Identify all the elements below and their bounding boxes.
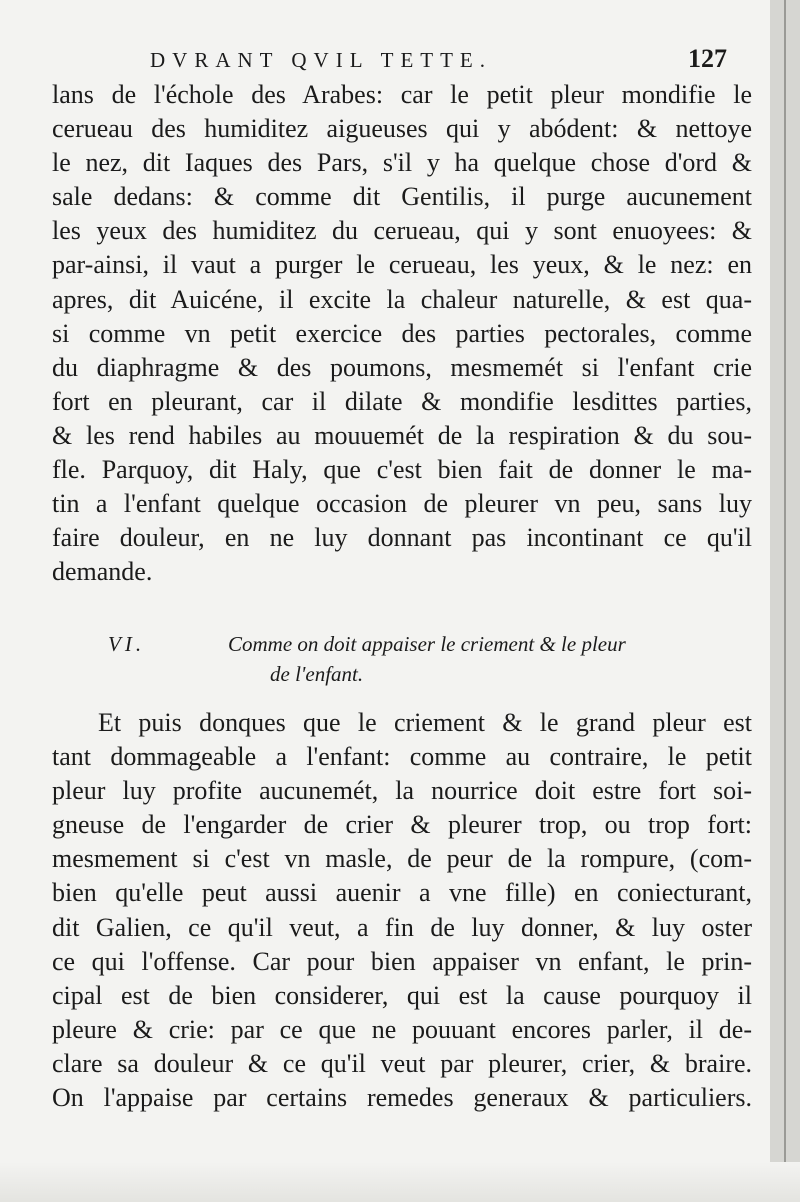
running-head	[150, 44, 750, 80]
text-line: mesmement si c'est vn masle, de peur de la rompure, (com-	[52, 844, 752, 874]
text-line: lans de l'échole des Arabes: car le petit pleur mondifie le	[52, 80, 752, 109]
text-line: si comme vn petit exercice des parties pectorales, comme	[52, 318, 752, 348]
text-line: demande.	[52, 557, 153, 587]
text-line: par-ainsi, il vaut a purger le cerueau, les yeux, & le nez: en	[52, 250, 752, 280]
text-line: tin a l'enfant quelque occasion de pleurer vn peu, sans luy	[52, 489, 752, 519]
body-text-after	[52, 706, 752, 1115]
text-line: Et puis donques que le criement & le grand pleur est	[98, 708, 752, 737]
page-fold-line	[784, 0, 786, 1202]
text-line: dit Galien, ce qu'il veut, a fin de luy donner, & luy oster	[52, 912, 752, 942]
text-line: apres, dit Auicéne, il excite la chaleur naturelle, & est qua-	[52, 284, 752, 314]
text-line: les yeux des humiditez du cerueau, qui y sont enuoyees: &	[52, 216, 752, 246]
page-bottom-shadow	[0, 1162, 800, 1202]
text-line: le nez, dit Iaques des Pars, s'il y ha quelque chose d'ord &	[52, 148, 752, 178]
text-line: sale dedans: & comme dit Gentilis, il purge aucunement	[52, 182, 752, 212]
text-line: On l'appaise par certains remedes generaux & particuliers.	[52, 1083, 752, 1113]
text-line: & les rend habiles au mouuemét de la respiration & du sou-	[52, 420, 752, 450]
text-line: fort en pleurant, car il dilate & mondifie lesdittes parties,	[52, 386, 752, 416]
text-line: pleure & crie: par ce que ne pouuant encores parler, il de-	[52, 1014, 752, 1044]
section-number: VI.	[108, 632, 146, 656]
text-line: pleur luy profite aucunemét, la nourrice doit estre fort soi-	[52, 776, 752, 806]
section-title-line-2: de l'enfant.	[270, 662, 364, 686]
text-line: faire douleur, en ne luy donnant pas incontinant ce qu'il	[52, 523, 752, 553]
section-title-line-1: Comme on doit appaiser le criement & le pleur	[228, 632, 626, 656]
text-line: tant dommageable a l'enfant: comme au contraire, le petit	[52, 742, 752, 772]
text-line: clare sa douleur & ce qu'il veut par pleurer, crier, & braire.	[52, 1048, 752, 1078]
text-line: gneuse de l'engarder de crier & pleurer trop, ou trop fort:	[52, 810, 752, 840]
page-number: 127	[688, 44, 727, 73]
text-line: bien qu'elle peut aussi auenir a vne fille) en coniecturant,	[52, 878, 752, 908]
section-heading	[108, 628, 748, 692]
text-line: du diaphragme & des poumons, mesmemét si l'enfant crie	[52, 352, 752, 382]
text-line: cerueau des humiditez aigueuses qui y abódent: & nettoye	[52, 114, 752, 144]
text-line: cipal est de bien considerer, qui est la cause pourquoy il	[52, 980, 752, 1010]
body-text-before	[52, 78, 752, 589]
text-line: ce qui l'offense. Car pour bien appaiser vn enfant, le prin-	[52, 946, 752, 976]
text-line: fle. Parquoy, dit Haly, que c'est bien fait de donner le ma-	[52, 455, 752, 485]
running-head-title: DVRANT QVIL TETTE.	[150, 48, 492, 72]
